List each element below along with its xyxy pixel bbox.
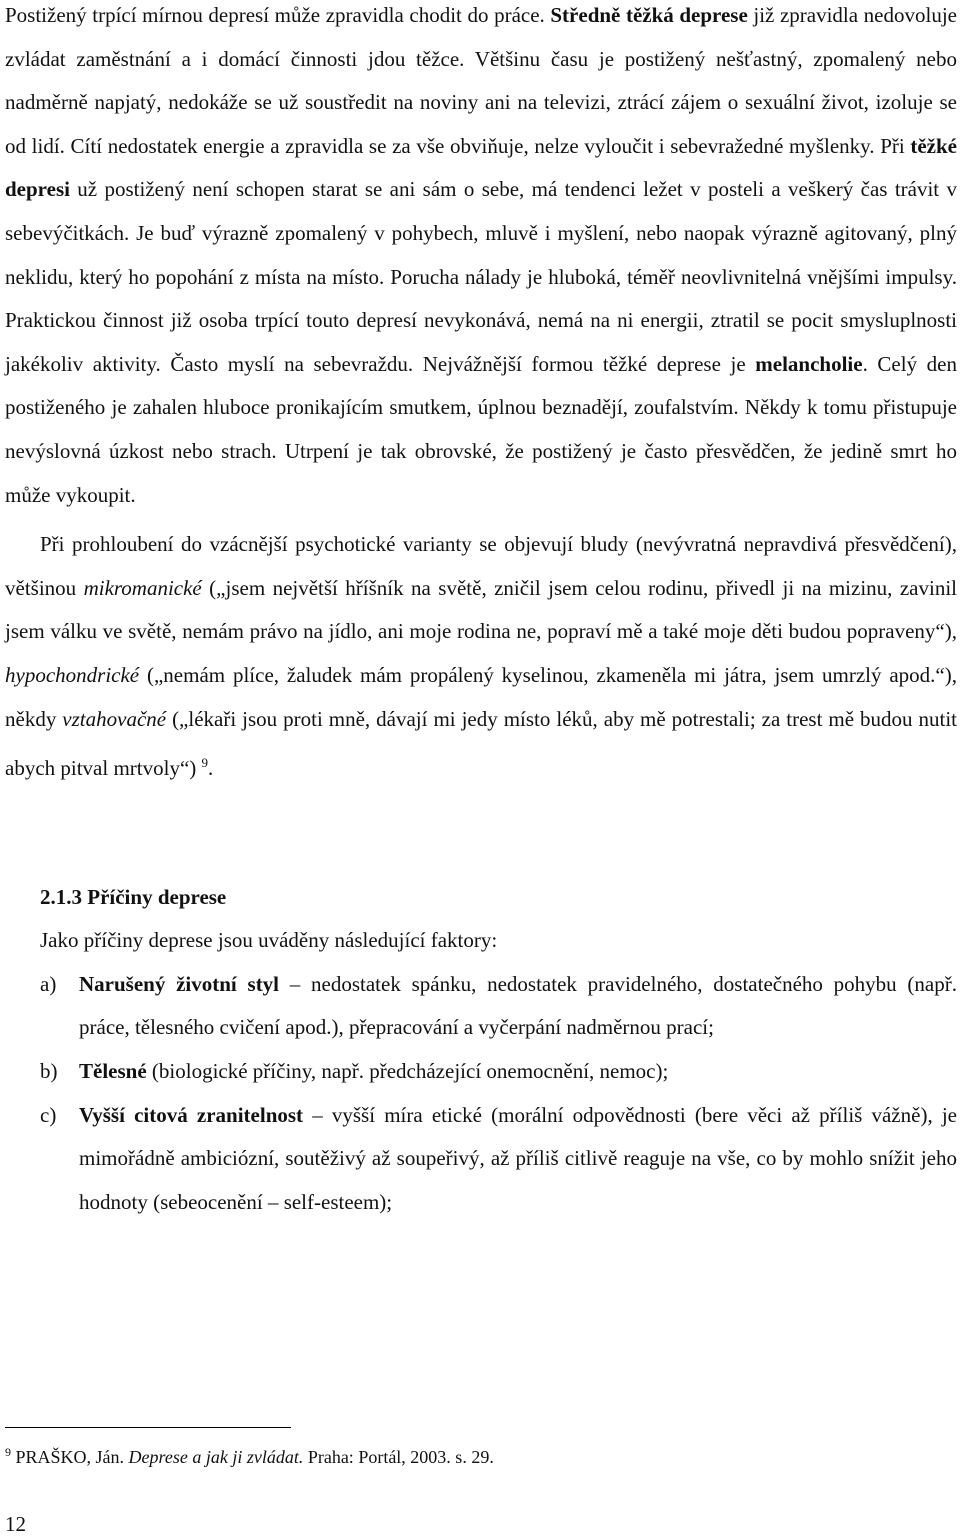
list-item-text: – vyšší míra etické (morální odpovědnosti (bere věci až příliš vážně), je mimořádně ambiciózní, soutěživý až soupeřivý, až příliš citlivě reaguje na vše, co by mohlo snížit jeho hodnoty (sebeocenění – self-esteem);	[79, 1102, 958, 1214]
text-run: Postižený trpící mírnou depresí může zpravidla chodit do práce.	[5, 3, 551, 27]
text-run: Při prohloubení do vzácnější psychotické varianty se objevují bludy (nevývratná nepravdivá přesvědčení), většinou	[5, 532, 957, 600]
footnote-author: PRAŠKO, Ján.	[11, 1447, 129, 1467]
section-heading: 2.1.3 Příčiny deprese	[40, 884, 227, 909]
list-item-label: b)	[40, 1059, 58, 1084]
term-melancholy: melancholie	[755, 351, 863, 376]
list-item	[5, 963, 957, 1050]
list-item-text: (biologické příčiny, např. předcházející onemocnění, nemoc);	[146, 1059, 669, 1084]
page-number: 12	[5, 1512, 26, 1536]
list-item-text: – nedostatek spánku, nedostatek pravidelného, dostatečného pohybu (např. práce, tělesného cvičení apod.), přepracování a vyčerpání nadměrnou prací;	[79, 971, 957, 1040]
section-intro: Jako příčiny deprese jsou uváděny následující faktory:	[40, 928, 498, 953]
list-item	[5, 1094, 957, 1225]
term-relational: vztahovačné	[62, 706, 167, 731]
footnote	[5, 1440, 945, 1469]
list-item-term: Narušený životní styl	[79, 971, 280, 996]
text-run: („jsem největší hříšník na světě, zničil jsem celou rodinu, přivedl ji na mizinu, zavinil jsem válku ve světě, nemám právo na jídlo, ani moje rodina ne, popraví mě a také moje děti budou popraveny“),	[5, 575, 957, 644]
term-micromanic: mikromanické	[83, 575, 202, 600]
list-item-term: Vyšší citová zranitelnost	[79, 1102, 304, 1127]
footnote-publisher: Praha: Portál, 2003. s. 29.	[303, 1447, 494, 1467]
list-item-label: c)	[40, 1102, 57, 1127]
footnote-divider	[5, 1427, 291, 1428]
footnote-number: 9	[5, 1445, 11, 1459]
paragraph-psychotic	[5, 523, 957, 791]
term-hypochondriac: hypochondrické	[5, 662, 140, 687]
term-severe-depression: těžké depresi	[5, 133, 957, 202]
text-run: .	[208, 756, 214, 781]
term-moderate-depression: Středně těžká deprese	[550, 3, 748, 27]
document-page	[5, 0, 957, 1224]
text-run: („nemám plíce, žaludek mám propálený kyselinou, zkameněla mi játra, jsem umrzlý apod.“), někdy	[5, 662, 957, 731]
paragraph-severity	[5, 0, 957, 517]
text-run: („lékaři jsou proti mně, dávají mi jedy místo léků, aby mě potrestali; za trest mě budou nutit abych pitval mrtvoly“)	[5, 706, 957, 781]
list-item-label: a)	[40, 971, 57, 996]
footnote-title: Deprese a jak ji zvládat.	[128, 1447, 304, 1467]
text-run: už postižený není schopen starat se ani sám o sebe, má tendenci ležet v posteli a veškerý čas trávit v sebevýčitkách. Je buď výrazně zpomalený v pohybech, mluvě i myšlení, nebo naopak výrazně agitovaný, plný neklidu, který ho popohání z místa na místo. Porucha nálady je hluboká, téměř neovlivnitelná vnějšími impulsy. Praktickou činnost již osoba trpící touto depresí nevykonává, nemá na ni energii, ztratil se pocit smysluplnosti jakékoliv aktivity. Často myslí na sebevraždu. Nejvážnější formou těžké deprese je	[5, 177, 957, 376]
text-run: . Celý den postiženého je zahalen hluboce pronikajícím smutkem, úplnou beznadějí, zoufalstvím. Někdy k tomu přistupuje nevýslovná úzkost nebo strach. Utrpení je tak obrovské, že postižený je často přesvědčen, že jedině smrt ho může vykoupit.	[5, 351, 957, 507]
text-run: již zpravidla nedovoluje zvládat zaměstnání a i domácí činnosti jdou těžce. Většinu času je postižený nešťastný, zpomalený nebo nadměrně napjatý, nedokáže se už soustředit na noviny ani na televizi, ztrácí zájem o sexuální život, izoluje se od lidí. Cítí nedostatek energie a zpravidla se za vše obviňuje, nelze vyloučit i sebevražedné myšlenky. Při	[5, 3, 957, 158]
list-item	[5, 1050, 957, 1094]
footnote-reference[interactable]: 9	[201, 755, 209, 771]
causes-list	[5, 963, 957, 1225]
list-item-term: Tělesné	[79, 1059, 147, 1084]
